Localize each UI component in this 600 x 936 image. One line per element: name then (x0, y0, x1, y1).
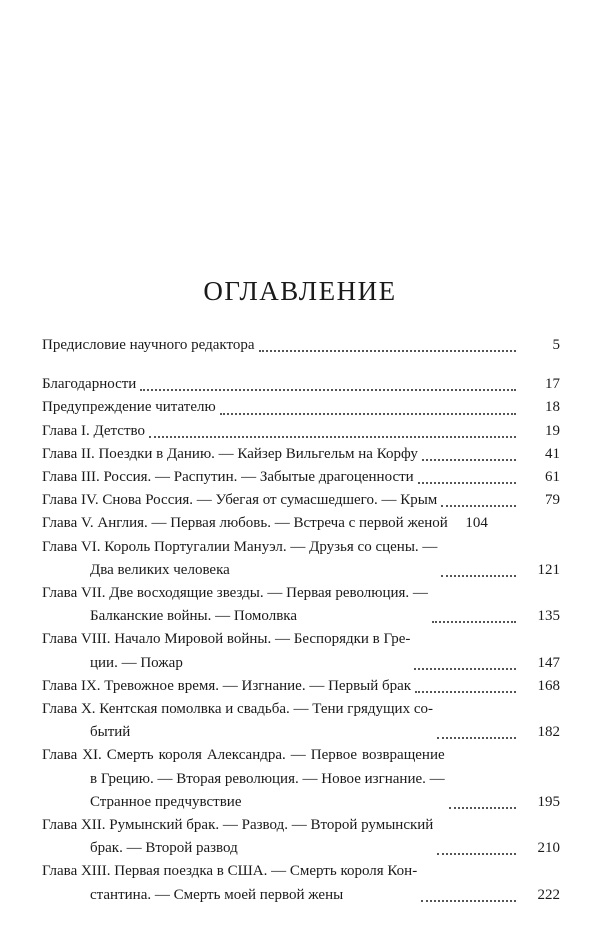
toc-entry (42, 373, 560, 396)
toc-page-number: 79 (545, 492, 560, 509)
toc-entry-title: Предупреждение читателю (42, 399, 216, 416)
toc-entry-line: брак. — Второй развод (90, 840, 238, 857)
toc-entry-line: Глава X. Кентская помолвка и свадьба. — Тени грядущих со- (42, 701, 433, 718)
toc-entry-line: Странное предчувствие (90, 793, 242, 810)
toc-entry-line: стантина. — Смерть моей первой жены (90, 886, 344, 903)
toc-entry-line: Глава XIII. Первая поездка в США. — Смерть короля Кон- (42, 863, 418, 880)
toc-entry (42, 512, 560, 535)
dot-leader (437, 722, 516, 739)
toc-entry-title (42, 582, 428, 628)
toc-entry-line: в Грецию. — Вторая революция. — Новое изгнание. — (90, 770, 445, 787)
toc-entry (42, 420, 560, 443)
table-of-contents (42, 334, 560, 907)
toc-page-number: 121 (537, 561, 560, 578)
toc-entry (42, 744, 560, 814)
toc-entry (42, 698, 560, 744)
toc-entry-title (42, 814, 433, 860)
toc-entry (42, 466, 560, 489)
toc-page-number: 19 (545, 422, 560, 439)
toc-entry-title: Глава V. Англия. — Первая любовь. — Встреча с первой женой (42, 515, 448, 532)
toc-entry (42, 443, 560, 466)
toc-entry-title: Благодарности (42, 376, 137, 393)
toc-page-number: 195 (537, 793, 560, 810)
page-title: ОГЛАВЛЕНИЕ (203, 276, 397, 306)
dot-leader (422, 444, 516, 461)
toc-page-number: 104 (465, 515, 488, 532)
toc-entry (42, 582, 560, 628)
dot-leader (449, 792, 516, 809)
toc-entry-line: ции. — Пожар (90, 654, 183, 671)
toc-entry-title: Глава IV. Снова Россия. — Убегая от сумасшедшего. — Крым (42, 492, 438, 509)
toc-page-number: 135 (537, 608, 560, 625)
dot-leader (259, 335, 517, 352)
toc-page-number: 147 (537, 654, 560, 671)
toc-page-number: 61 (545, 469, 560, 486)
toc-entry-line: Два великих человека (90, 561, 230, 578)
toc-entry (42, 628, 560, 674)
toc-entry-line: Глава VI. Король Португалии Мануэл. — Друзья со сцены. — (42, 538, 438, 555)
toc-entry-line: Глава XII. Румынский брак. — Развод. — Второй румынский (42, 817, 434, 834)
dot-leader (432, 606, 516, 623)
dot-leader (415, 676, 516, 693)
toc-entry (42, 536, 560, 582)
toc-page-number: 182 (537, 724, 560, 741)
toc-entry (42, 814, 560, 860)
dot-leader (418, 467, 516, 484)
toc-entry-title: Предисловие научного редактора (42, 337, 255, 353)
toc-entry (42, 396, 560, 419)
dot-leader (441, 560, 516, 577)
toc-entry (42, 489, 560, 512)
dot-leader (149, 421, 516, 438)
toc-page-number: 210 (537, 840, 560, 857)
toc-entry-line: бытий (90, 724, 131, 741)
toc-page-number: 18 (545, 399, 560, 416)
toc-entry-line: Балканские войны. — Помолвка (90, 608, 298, 625)
toc-entry-line: Глава XI. Смерть короля Александра. — Первое возвращение (42, 747, 445, 764)
dot-leader (220, 398, 516, 415)
toc-entry (42, 334, 560, 357)
toc-entry-line: Глава VIII. Начало Мировой войны. — Беспорядки в Гре- (42, 631, 411, 648)
toc-page-number: 5 (552, 337, 560, 353)
toc-entry (42, 860, 560, 906)
toc-page-number: 168 (537, 677, 560, 694)
toc-entry-title: Глава IX. Тревожное время. — Изгнание. — Первый брак (42, 677, 412, 694)
toc-entry-title (42, 744, 445, 814)
dot-leader (140, 374, 516, 391)
dot-leader (441, 490, 516, 507)
toc-entry-title (42, 860, 417, 906)
toc-page-number: 17 (545, 376, 560, 393)
toc-page-number: 41 (545, 445, 560, 462)
toc-entry-title: Глава I. Детство (42, 422, 145, 439)
toc-entry-title (42, 628, 410, 674)
toc-entry-line: Глава VII. Две восходящие звезды. — Первая революция. — (42, 585, 428, 602)
dot-leader (414, 653, 516, 670)
toc-entry-title (42, 536, 437, 582)
toc-page-number: 222 (537, 886, 560, 903)
toc-entry-title: Глава II. Поездки в Данию. — Кайзер Вильгельм на Корфу (42, 445, 418, 462)
toc-entry (42, 675, 560, 698)
dot-leader (437, 838, 516, 855)
dot-leader (421, 885, 516, 902)
toc-entry-title: Глава III. Россия. — Распутин. — Забытые драгоценности (42, 469, 414, 486)
toc-entry-title (42, 698, 433, 744)
